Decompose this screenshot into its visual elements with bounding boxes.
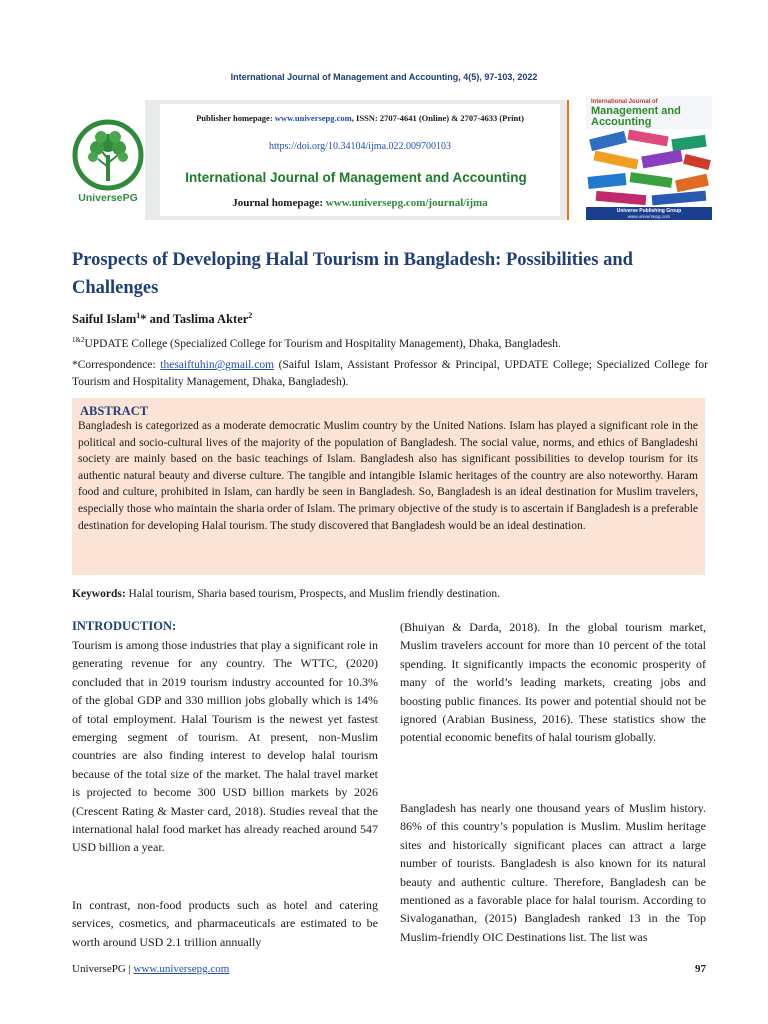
keywords-text: Halal tourism, Sharia based tourism, Prospects, and Muslim friendly destination.	[125, 588, 501, 600]
correspondence-label: *Correspondence:	[72, 359, 161, 371]
cover-url: www.universepg.com	[627, 214, 671, 219]
journal-home-link[interactable]: www.universepg.com/journal/ijma	[325, 197, 488, 209]
author-2-sup: 2	[248, 311, 253, 320]
publisher-link[interactable]: www.universepg.com	[274, 113, 352, 123]
cover-collage-icon	[586, 129, 712, 207]
author-line	[72, 311, 672, 327]
article-title: Prospects of Developing Halal Tourism in Bangladesh: Possibilities and Challenges	[72, 250, 633, 298]
journal-cover-image	[586, 96, 712, 220]
intro-paragraph-4: Bangladesh has nearly one thousand years of Muslim history. 86% of this country’s population is Muslim. Muslim heritage sites and historically significant places can attract a large number of tourists. Bangladesh is also known for its natural beauty and authentic culture. Therefore, Bangladesh can be mentioned as a favorable place for halal tourism. According to Sivaloganathan, (2015) Bangladesh ranked 13 in the Top Muslim-friendly OIC Destinations list. The list was	[400, 801, 706, 944]
footer-publisher	[72, 963, 229, 975]
affiliation-sup: 1&2	[72, 336, 85, 344]
footer-link[interactable]: www.universepg.com	[133, 963, 230, 975]
author-1-mark: *	[140, 312, 147, 327]
intro-paragraph-2: In contrast, non-food products such as hotel and catering services, cosmetics, and pharmaceuticals are estimated to be worth around USD 2.1 trillion annually	[72, 898, 378, 949]
publisher-label: Publisher homepage:	[196, 113, 275, 123]
doi-link[interactable]: https://doi.org/10.34104/ijma.022.009700103	[268, 141, 452, 152]
running-head: International Journal of Management and Accounting, 4(5), 97-103, 2022	[230, 72, 538, 82]
intro-paragraph-1: Tourism is among those industries that play a significant role in generating revenue for any country. The WTTC, (2020) concluded that in 2019 tourism industry accounted for 10.3% of the global GDP and 330 million jobs globally which is 14% of total employment. Halal Tourism is the newest yet fastest emerging segment of tourism. At present, non-Muslim countries are also finding interest to develop halal tourism because of the total size of the market. The halal travel market is projected to become 300 USD billion markets by 2026 (Crescent Rating & Master card, 2018). Studies reveal that the international halal food market has already reached around 547 USD billion a year.	[72, 638, 378, 855]
affiliation-text: UPDATE College (Specialized College for Tourism and Hospitality Management), Dhaka, Bangladesh.	[84, 337, 561, 350]
intro-paragraph-3: (Bhuiyan & Darda, 2018). In the global tourism market, Muslim travelers account for more than 10 percent of the total spending. It significantly impacts the economic prosperity of many of the world’s leading markets, creating jobs and boosting public finances. Its power and potential should not be ignored (Arabian Business, 2016). These statistics show the potential economic benefits of halal tourism globally.	[400, 620, 706, 745]
correspondence-line	[72, 357, 708, 391]
correspondence-email-link[interactable]: thesaiftuhin@gmail.com	[160, 359, 275, 371]
keywords-label: Keywords:	[72, 588, 126, 600]
cover-title-large: Management and Accounting	[591, 105, 681, 128]
abstract-heading: ABSTRACT	[80, 404, 149, 418]
issn-text: , ISSN: 2707-4641 (Online) & 2707-4633 (Print)	[351, 113, 524, 123]
journal-title: International Journal of Management and Accounting	[185, 170, 527, 185]
keywords-line	[72, 588, 712, 600]
author-and: and	[146, 312, 173, 327]
footer-label: UniversePG |	[72, 963, 134, 975]
journal-home-label: Journal homepage:	[232, 197, 326, 209]
author-2: Taslima Akter	[172, 312, 249, 327]
introduction-heading: INTRODUCTION:	[72, 619, 177, 633]
cover-publisher: Universe Publishing Group	[616, 208, 682, 214]
publisher-line	[160, 113, 560, 123]
journal-homepage-line	[160, 197, 560, 209]
page-number: 97	[695, 963, 706, 975]
affiliation-line	[72, 336, 712, 350]
logo-text: UniversePG	[78, 192, 138, 204]
author-1: Saiful Islam	[72, 312, 137, 327]
cover-title-small: International Journal of	[591, 99, 658, 105]
abstract-text: Bangladesh is categorized as a moderate democratic Muslim country by the United Nations. Islam has played a significant role in the political and socio-cultural lives of the majority of the population of Bangladesh. The social value, norms, and ethics of Bangladeshi society are mainly based on the basic teachings of Islam. Bangladesh also has significant possibilities to develop tourism for its authentic natural beauty and diverse culture. The tangible and intangible Islamic heritages of the country are also noteworthy. Haram food and culture, prohibited in Islam, can hardly be seen in Bangladesh. So, Bangladesh is an ideal destination for Muslim travelers, especially those who maintain the sharia order of Islam. The primary objective of the study is to ascertain if Bangladesh is a preferable destination for developing Halal tourism. The study discovered that Bangladesh would be an ideal destination.	[78, 420, 698, 532]
correspondence-details: (Saiful Islam, Assistant Professor & Principal, UPDATE College; Specialized College for Tourism and Hospitality Management, Dhaka, Bangladesh).	[72, 359, 708, 388]
author-1-sup: 1	[136, 311, 141, 320]
